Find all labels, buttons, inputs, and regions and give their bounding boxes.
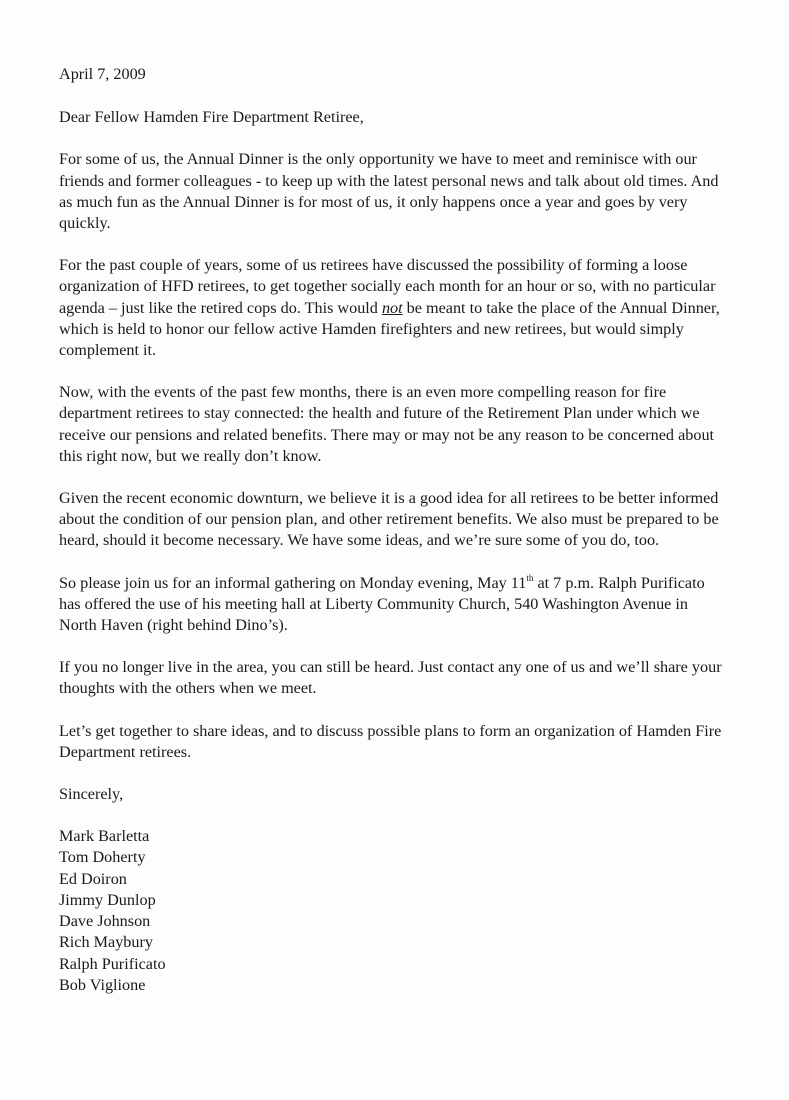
letter-body (59, 64, 729, 996)
paragraph-2 (59, 255, 729, 361)
signer-name: Tom Doherty (59, 848, 146, 867)
signer-name: Bob Viglione (59, 975, 146, 994)
closing: Sincerely, (59, 785, 124, 804)
paragraph-1: For some of us, the Annual Dinner is the only opportunity we have to meet and reminisce with our friends and former colleagues - to keep up with the latest personal news and talk about old times. And as much fun as the Annual Dinner is for most of us, it only happens once a year and goes by very quickly. (59, 150, 719, 233)
signer-name: Ed Doiron (59, 869, 127, 888)
paragraph-5 (59, 573, 729, 637)
emphasized-word: not (381, 298, 403, 317)
paragraph-7: Let’s get together to share ideas, and to discuss possible plans to form an organization of Hamden Fire Department retirees. (59, 721, 722, 761)
paragraph-4: Given the recent economic downturn, we believe it is a good idea for all retirees to be better informed about the condition of our pension plan, and other retirement benefits. We also must be prepared to be heard, should it become necessary. We have some ideas, and we’re sure some of you do, too. (59, 489, 719, 550)
ordinal-suffix: th (526, 572, 534, 583)
salutation: Dear Fellow Hamden Fire Department Retiree, (59, 108, 364, 127)
paragraph-6: If you no longer live in the area, you can still be heard. Just contact any one of us and we’ll share your thoughts with the others when we meet. (59, 658, 722, 698)
signer-name: Mark Barletta (59, 827, 150, 846)
signer-name: Jimmy Dunlop (59, 890, 156, 909)
signer-name: Dave Johnson (59, 912, 151, 931)
paragraph-5-part-a: So please join us for an informal gathering on Monday evening, May 11 (59, 573, 527, 592)
letter-date: April 7, 2009 (59, 65, 146, 83)
paragraph-2-part-a: For the past couple of years, some of us retirees have discussed the possibility of forming a loose organization of HFD retirees, to get together socially each month for an hour or so, with no particular agenda – just like the retired cops do. This would (59, 256, 716, 317)
paragraph-5-part-b: at 7 p.m. Ralph Purificato has offered the use of his meeting hall at Liberty Community Church, 540 Washington Avenue in North Haven (right behind Dino’s). (59, 573, 705, 635)
paragraph-3: Now, with the events of the past few months, there is an even more compelling reason for fire department retirees to stay connected: the health and future of the Retirement Plan under which we receive our pensions and related benefits. There may or may not be any reason to be concerned about this right now, but we really don’t know. (59, 383, 715, 465)
signer-name: Ralph Purificato (59, 954, 166, 973)
signer-list (59, 826, 729, 996)
signer-name: Rich Maybury (59, 933, 153, 952)
paragraph-2-part-b: be meant to take the place of the Annual Dinner, which is held to honor our fellow active Hamden firefighters and new retirees, but would simply complement it. (59, 298, 720, 360)
